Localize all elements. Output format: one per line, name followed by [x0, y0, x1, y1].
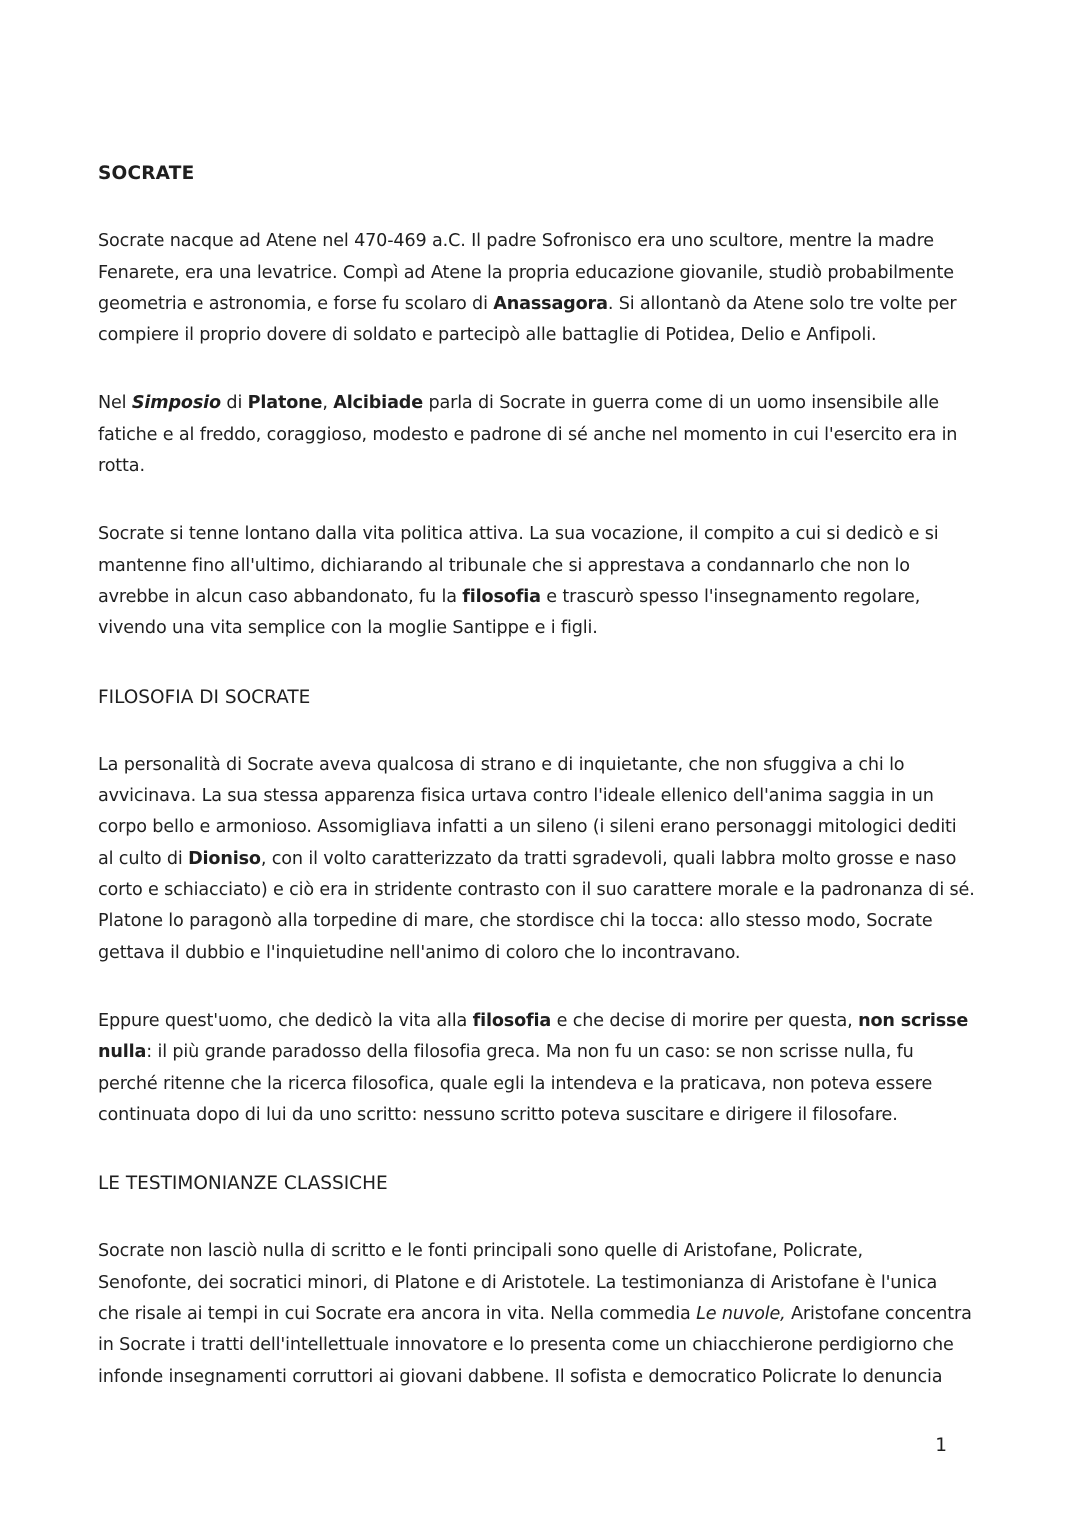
text-line: nulla: il più grande paradosso della filosofia greca. Ma non fu un caso: se non scrisse nulla, fu	[98, 1042, 914, 1063]
text-line: Nel Simposio di Platone, Alcibiade parla di Socrate in guerra come di un uomo insensibile alle	[98, 393, 939, 414]
text-line: vivendo una vita semplice con la moglie Santippe e i figli.	[98, 618, 598, 639]
italic-title-le-nuvole: Le nuvole,	[696, 1304, 786, 1325]
bold-term-alcibiade: Alcibiade	[333, 393, 424, 414]
paragraph-vocation	[98, 519, 988, 644]
bold-term-platone: Platone	[247, 393, 323, 414]
paragraph-personality	[98, 750, 988, 969]
text-line: La personalità di Socrate aveva qualcosa di strano e di inquietante, che non sfuggiva a chi lo	[98, 754, 905, 775]
text-line: corpo bello e armonioso. Assomigliava infatti a un sileno (i sileni erano personaggi mitologici dediti	[98, 817, 957, 838]
text-line: mantenne fino all'ultimo, dichiarando al tribunale che si apprestava a condannarlo che non lo	[98, 555, 910, 576]
text-line: fatiche e al freddo, coraggioso, modesto e padrone di sé anche nel momento in cui l'esercito era in	[98, 424, 958, 445]
bold-term-dioniso: Dioniso	[188, 848, 261, 869]
text-line: Senofonte, dei socratici minori, di Platone e di Aristotele. La testimonianza di Aristofane è l'unica	[98, 1272, 938, 1293]
text-line: al culto di Dioniso, con il volto caratterizzato da tratti sgradevoli, quali labbra molto grosse e naso	[98, 848, 957, 869]
text-line: corto e schiacciato) e ciò era in stridente contrasto con il suo carattere morale e la padronanza di sé.	[98, 880, 975, 901]
text-line: avrebbe in alcun caso abbandonato, fu la filosofia e trascurò spesso l'insegnamento regolare,	[98, 586, 921, 607]
text-line: perché ritenne che la ricerca filosofica, quale egli la intendeva e la praticava, non poteva essere	[98, 1073, 933, 1094]
text-line: rotta.	[98, 456, 145, 477]
bold-term-filosofia: filosofia	[472, 1010, 552, 1031]
paragraph-sources	[98, 1236, 988, 1392]
text-line: avvicinava. La sua stessa apparenza fisica urtava contro l'ideale ellenico dell'anima saggia in un	[98, 786, 934, 807]
bold-term-filosofia: filosofia	[462, 586, 541, 607]
text-line: Socrate si tenne lontano dalla vita politica attiva. La sua vocazione, il compito a cui si dedicò e si	[98, 524, 939, 545]
text-line: Eppure quest'uomo, che dedicò la vita alla filosofia e che decise di morire per questa, non scrisse	[98, 1010, 969, 1031]
text-line: continuata dopo di lui da uno scritto: nessuno scritto poteva suscitare e dirigere il filosofare.	[98, 1104, 898, 1125]
bold-italic-title-simposio: Simposio	[131, 393, 221, 414]
section-heading-filosofia: FILOSOFIA DI SOCRATE	[98, 686, 311, 708]
text-line: Socrate non lasciò nulla di scritto e le fonti principali sono quelle di Aristofane, Policrate,	[98, 1241, 863, 1262]
bold-term-nulla: nulla	[98, 1042, 147, 1063]
document-title: SOCRATE	[98, 163, 195, 184]
text-line: Platone lo paragonò alla torpedine di mare, che stordisce chi la tocca: allo stesso modo, Socrate	[98, 911, 933, 932]
text-line: che risale ai tempi in cui Socrate era ancora in vita. Nella commedia Le nuvole, Aristofane concentra	[98, 1304, 972, 1325]
paragraph-simposio	[98, 388, 988, 482]
text-line: in Socrate i tratti dell'intellettuale innovatore e lo presenta come un chiacchierone perdigiorno che	[98, 1335, 954, 1356]
text-line: infonde insegnamenti corruttori ai giovani dabbene. Il sofista e democratico Policrate lo denuncia	[98, 1366, 943, 1387]
text-line: gettava il dubbio e l'inquietudine nell'animo di coloro che lo incontravano.	[98, 942, 741, 963]
text-line: Socrate nacque ad Atene nel 470-469 a.C. Il padre Sofronisco era uno scultore, mentre la madre	[98, 231, 934, 252]
text-line: geometria e astronomia, e forse fu scolaro di Anassagora. Si allontanò da Atene solo tre volte per	[98, 293, 957, 314]
paragraph-paradox	[98, 1006, 988, 1131]
text-line: Fenarete, era una levatrice. Compì ad Atene la propria educazione giovanile, studiò probabilmente	[98, 262, 954, 283]
text-line: compiere il proprio dovere di soldato e partecipò alle battaglie di Potidea, Delio e Anfipoli.	[98, 325, 877, 346]
paragraph-biography	[98, 226, 988, 351]
page-number: 1	[935, 1435, 947, 1456]
bold-term-anassagora: Anassagora	[493, 293, 608, 314]
section-heading-testimonianze: LE TESTIMONIANZE CLASSICHE	[98, 1173, 388, 1195]
bold-term-non-scrisse: non scrisse	[858, 1010, 969, 1031]
document-page	[98, 158, 988, 1430]
